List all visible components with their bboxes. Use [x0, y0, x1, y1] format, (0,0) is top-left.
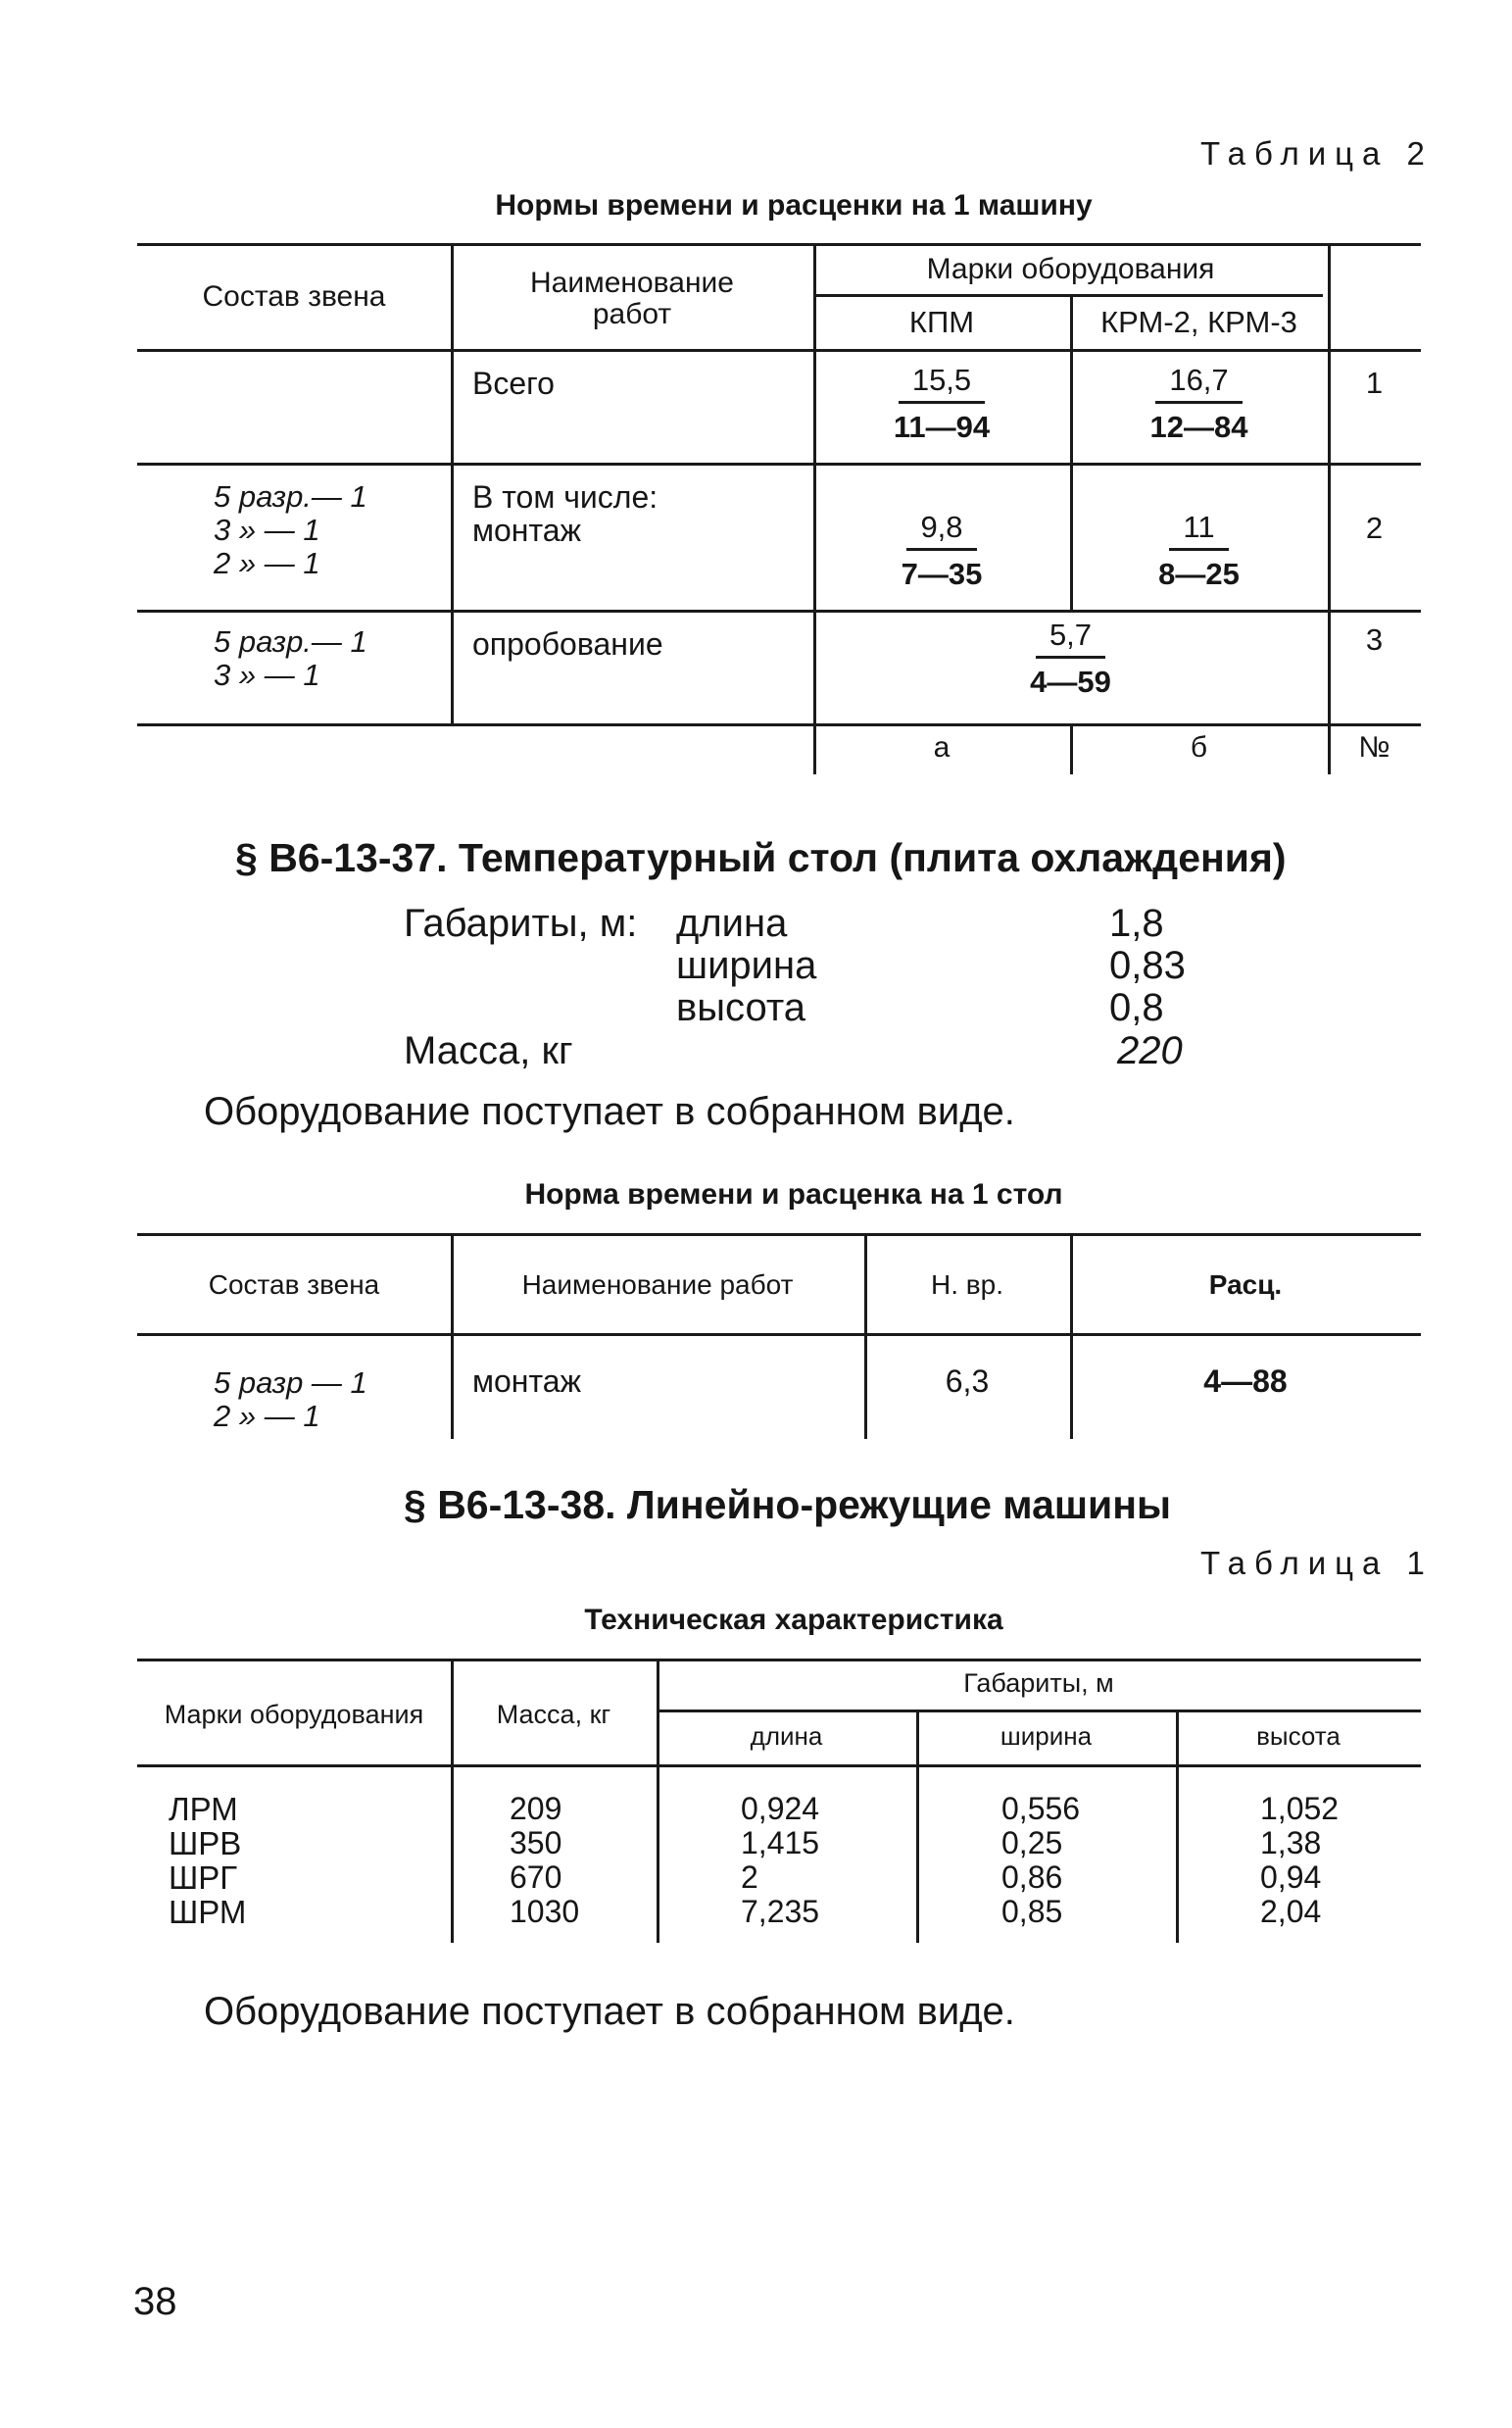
dim-width-value: 0,83: [1109, 944, 1186, 987]
specs-header-length: длина: [750, 1721, 823, 1751]
specs-header-mass: Масса, кг: [496, 1700, 611, 1729]
norm-header-crew: Состав звена: [208, 1269, 380, 1300]
table-row: 7,235: [741, 1894, 820, 1929]
dim-length-name: длина: [676, 902, 788, 945]
table-row: 1,38: [1260, 1825, 1322, 1860]
mass-label: Масса, кг: [404, 1029, 573, 1072]
mass-value: 220: [1117, 1029, 1183, 1072]
header-work-line1: Наименование: [530, 267, 734, 299]
table-row: 0,86: [1001, 1859, 1063, 1895]
table-row: ШРМ: [169, 1894, 247, 1930]
row2-a-value: $\frac{9,8}{7—35}$: [901, 510, 983, 591]
header-crew: Состав звена: [202, 280, 386, 313]
row3-work: опробование: [472, 626, 663, 662]
table-title: Нормы времени и расценки на 1 машину: [495, 189, 1093, 222]
footer-b: б: [1190, 731, 1208, 764]
table1-label: Таблица 1: [1200, 1545, 1434, 1581]
row1-number: 1: [1365, 366, 1384, 400]
specs-header-brand: Марки оборудования: [164, 1700, 424, 1729]
section-38-heading: § В6-13-38. Линейно-режущие машины: [404, 1482, 1172, 1527]
specs-height-column: [1260, 1792, 1339, 1929]
table1-title: Техническая характеристика: [584, 1604, 1003, 1636]
table-row: ШРГ: [169, 1859, 238, 1896]
table-row: 0,85: [1001, 1894, 1063, 1929]
page-number: 38: [133, 2280, 177, 2323]
row2-number: 2: [1365, 511, 1384, 545]
table-row: 0,556: [1001, 1791, 1081, 1826]
table-row: 2: [741, 1859, 758, 1895]
norm-header-time: Н. вр.: [930, 1269, 1003, 1300]
specs-mass-column: [510, 1792, 579, 1929]
footer-a: а: [933, 731, 951, 764]
row1-b-value: $\frac{16,7}{12—84}$: [1149, 363, 1248, 444]
header-brand-a: КПМ: [908, 305, 975, 339]
table-row: 2,04: [1260, 1894, 1322, 1929]
section-37-heading: § В6-13-37. Температурный стол (плита охлаждения): [235, 835, 1287, 880]
specs-brand-column: [169, 1792, 246, 1929]
table-row: ШРВ: [169, 1825, 242, 1861]
row3-crew: 5 разр.— 1 3 » — 1: [214, 624, 367, 692]
section-38-note: Оборудование поступает в собранном виде.: [204, 1990, 1015, 2033]
specs-width-column: [1001, 1792, 1080, 1929]
table-row: 0,25: [1001, 1825, 1063, 1860]
section-37-note: Оборудование поступает в собранном виде.: [204, 1090, 1015, 1133]
dim-height-value: 0,8: [1109, 986, 1164, 1029]
dim-length-value: 1,8: [1109, 902, 1164, 945]
norm-row-rate: 4—88: [1203, 1363, 1288, 1399]
table-row: 209: [510, 1791, 562, 1826]
row2-b-value: $\frac{11}{8—25}$: [1158, 510, 1240, 591]
specs-header-dims: Габариты, м: [963, 1668, 1114, 1698]
header-work-line2: работ: [592, 298, 672, 330]
dim-height-name: высота: [676, 986, 805, 1029]
row2-work: В том числе: монтаж: [472, 479, 658, 548]
specs-header-height: высота: [1256, 1721, 1341, 1751]
table-row: 670: [510, 1859, 562, 1895]
table-row: 0,924: [741, 1791, 820, 1826]
dim-width-name: ширина: [676, 944, 817, 987]
footer-number: №: [1358, 731, 1390, 764]
norm-row-time: 6,3: [945, 1363, 990, 1399]
specs-length-column: [741, 1792, 819, 1929]
table-label: Таблица 2: [1200, 135, 1434, 172]
row3-number: 3: [1365, 622, 1384, 657]
row1-a-value: $\frac{15,5}{11—94}$: [893, 363, 991, 444]
row1-work: Всего: [472, 366, 555, 401]
dims-label: Габариты, м:: [404, 902, 638, 945]
row2-crew: 5 разр.— 1 3 » — 1 2 » — 1: [214, 479, 367, 580]
header-brand-b: КРМ-2, КРМ-3: [1100, 305, 1297, 339]
norm-row-work: монтаж: [472, 1363, 581, 1399]
table-row: 350: [510, 1825, 562, 1860]
table-row: 0,94: [1260, 1859, 1322, 1895]
header-brands: Марки оборудования: [926, 253, 1215, 285]
table-row: 1030: [510, 1894, 580, 1929]
specs-header-width: ширина: [1000, 1721, 1093, 1751]
table-row: ЛРМ: [169, 1791, 238, 1827]
table-row: 1,415: [741, 1825, 820, 1860]
table-row: 1,052: [1260, 1791, 1340, 1826]
norm-header-work: Наименование работ: [521, 1269, 794, 1300]
norm-table-title: Норма времени и расценка на 1 стол: [524, 1178, 1063, 1211]
norm-header-rate: Расц.: [1208, 1269, 1283, 1300]
row3-ab-value: $\frac{5,7}{4—59}$: [1030, 618, 1111, 699]
norm-row-crew: 5 разр — 1 2 » — 1: [214, 1365, 367, 1433]
